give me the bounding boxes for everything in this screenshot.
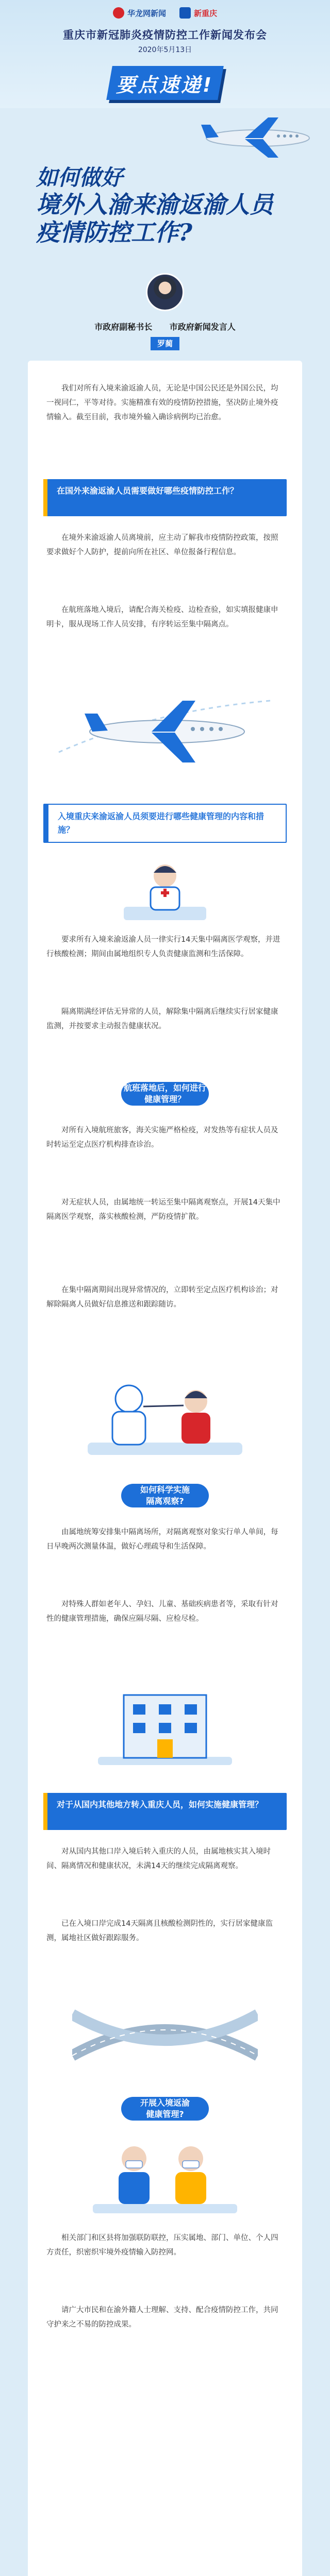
question-3-pill: 航班落地后，如何进行健康管理？ — [121, 1082, 209, 1106]
hero — [0, 108, 330, 355]
airplane-illustration — [48, 690, 280, 773]
swab-test-illustration — [82, 1370, 248, 1458]
question-6-pill — [121, 2097, 209, 2121]
section-6-para-2: 请广大市民和在渝外籍人士理解、支持、配合疫情防控工作，共同守护来之不易的防控成果。 — [46, 2306, 278, 2329]
speaker-avatar — [146, 273, 184, 311]
content-card — [28, 361, 302, 2576]
header — [0, 0, 330, 108]
section-1-para-1: 在境外来渝返渝人员离境前，应主动了解我市疫情防控政策，按照要求做好个人防护，提前向所在社区、单位报备行程信息。 — [46, 534, 278, 556]
speaker-org: 市政府副秘书长 — [94, 322, 153, 332]
section-4-para-2: 对特殊人群如老年人、孕妇、儿童、基础疾病患者等，采取有针对性的健康管理措施，确保应隔尽隔、应检尽检。 — [46, 1600, 278, 1623]
section-6-para-1: 相关部门和区县将加强联防联控，压实属地、部门、单位、个人四方责任，织密织牢境外疫情输入防控网。 — [46, 2234, 278, 2257]
question-2: 入境重庆来渝返渝人员须要进行哪些健康管理的内容和措施？ — [43, 804, 287, 843]
airplane-icon — [201, 113, 315, 160]
masked-people-illustration — [88, 2133, 242, 2215]
hualong-logo-icon — [113, 7, 124, 19]
key-points-banner — [106, 66, 224, 100]
question-4-line2: 隔离观察? — [146, 1496, 184, 1506]
conference-date: 2020年5月13日 — [138, 46, 192, 54]
speaker-name: 罗蔺 — [151, 337, 179, 350]
question-4-pill — [121, 1484, 209, 1507]
section-2-para-2: 隔离期满经评估无异常的人员，解除集中隔离后继续实行居家健康监测，并按要求主动报告健康状况。 — [46, 1008, 278, 1030]
key-points-label: 要点速递! — [116, 73, 214, 96]
xinchongqing-logo-icon — [179, 7, 191, 19]
question-1: 在国外来渝返渝人员需要做好哪些疫情防控工作？ — [43, 479, 287, 516]
section-3-para-3: 在集中隔离期间出现异常情况的，立即转至定点医疗机构诊治；对解除隔离人员做好信息推送和跟踪随访。 — [46, 1286, 278, 1309]
section-5-para-1: 对从国内其他口岸入境后转入重庆的人员，由属地核实其入境时间、隔离情况和健康状况，未满14天的继续完成隔离观察。 — [46, 1848, 271, 1870]
question-6-line2: 健康管理? — [146, 2109, 184, 2119]
question-5: 对于从国内其他地方转入重庆人员，如何实施健康管理？ — [43, 1793, 287, 1830]
section-3-para-2: 对无症状人员，由属地统一转运至集中隔离观察点，开展14天集中隔离医学观察，落实核酸检测，严防疫情扩散。 — [46, 1198, 280, 1221]
hero-title-line2: 境外入渝来渝返渝人员 — [36, 190, 273, 218]
logo-left-label: 华龙网新闻 — [127, 8, 166, 18]
hotel-illustration — [88, 1680, 242, 1767]
section-4-para-1: 由属地统筹安排集中隔离场所，对隔离观察对象实行单人单间，每日早晚两次测量体温，做好心理疏导和生活保障。 — [46, 1528, 278, 1551]
conference-title: 重庆市新冠肺炎疫情防控工作新闻发布会 — [63, 29, 267, 41]
question-4-line1: 如何科学实施 — [140, 1485, 190, 1495]
health-worker-illustration — [113, 855, 217, 922]
intro-paragraph: 我们对所有入境来渝返渝人员，无论是中国公民还是外国公民，均一视同仁，平等对待。实施精准有效的疫情防控措施，坚决防止境外疫情输入。截至目前，我市境外输入确诊病例均已治愈。 — [46, 384, 278, 421]
section-1-para-2: 在航班落地入境后，请配合海关检疫、边检查验，如实填报健康申明卡，服从现场工作人员安排，有序转运至集中隔离点。 — [46, 606, 278, 629]
section-3-para-1: 对所有入境航班旅客，海关实施严格检疫，对发热等有症状人员及时转运至定点医疗机构排查诊治。 — [46, 1126, 278, 1149]
logo-xinchongqing — [179, 7, 217, 19]
section-5-para-2: 已在入境口岸完成14天隔离且核酸检测阴性的，实行居家健康监测，属地社区做好跟踪服务。 — [46, 1920, 273, 1942]
logo-right-label: 新重庆 — [194, 8, 218, 18]
hero-title-line1: 如何做好 — [36, 165, 123, 190]
section-2-para-1: 要求所有入境来渝返渝人员一律实行14天集中隔离医学观察，并进行核酸检测；期间由属地组织专人负责健康监测和生活保障。 — [46, 936, 280, 958]
hero-title — [36, 165, 304, 246]
speaker-block — [57, 273, 273, 361]
logo-row — [0, 7, 330, 19]
question-6-line1: 开展入境返渝 — [140, 2098, 190, 2108]
logo-hualong — [113, 7, 166, 19]
speaker-titles — [57, 320, 273, 332]
highway-illustration — [72, 1994, 258, 2071]
hero-title-line3: 疫情防控工作? — [36, 218, 192, 246]
speaker-role: 市政府新闻发言人 — [169, 322, 236, 332]
